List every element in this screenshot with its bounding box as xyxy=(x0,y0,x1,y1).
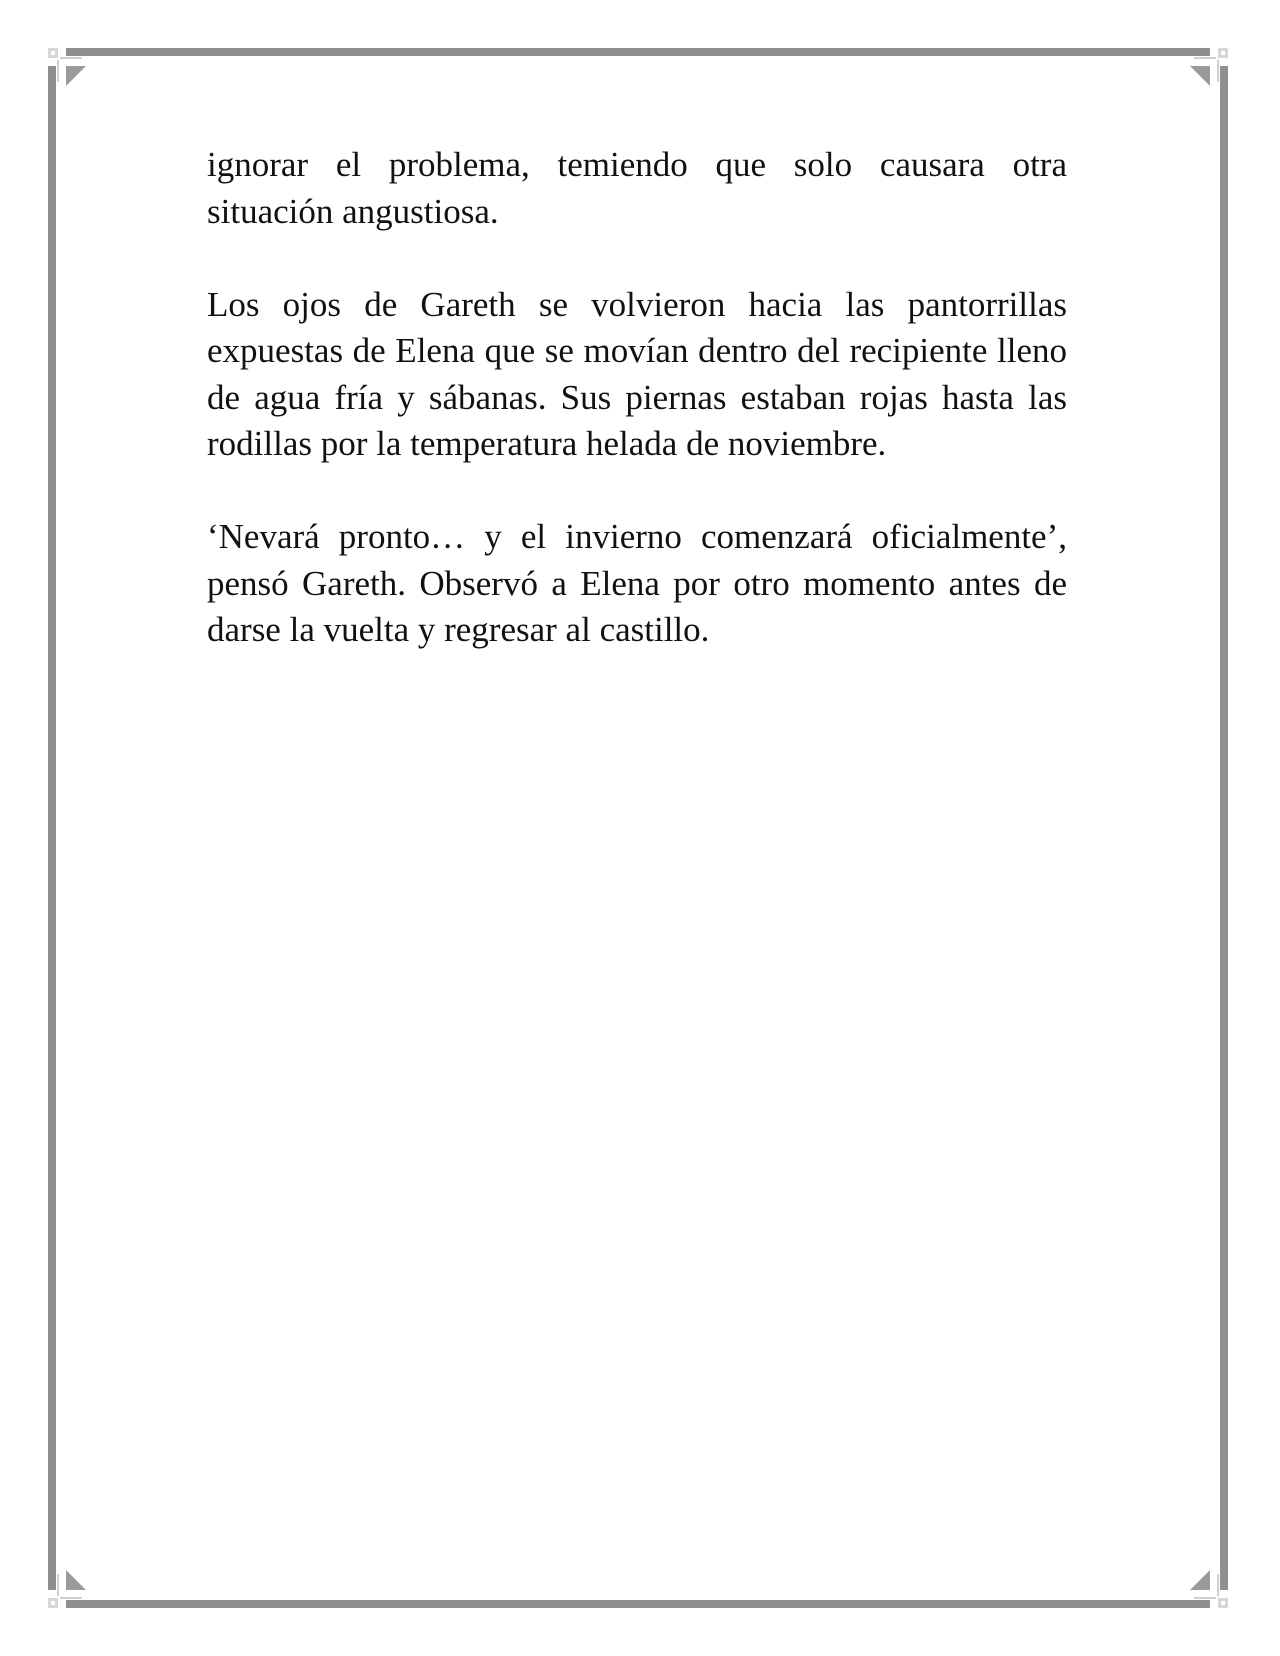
border-top xyxy=(66,48,1210,56)
border-bottom xyxy=(66,1600,1210,1608)
border-right xyxy=(1220,66,1228,1590)
page-body-text xyxy=(207,142,1067,700)
paragraph: Los ojos de Gareth se volvieron hacia las pantorrillas expuestas de Elena que se movían dentro del recipiente lleno de agua fría y sábanas. Sus piernas estaban rojas hasta las rodillas por la temperatura helada de noviembre. xyxy=(207,284,1067,463)
corner-triangle-top-right xyxy=(1190,66,1210,86)
corner-triangle-top-left xyxy=(66,66,86,86)
paragraph: ignorar el problema, temiendo que solo causara otra situación angustiosa. xyxy=(207,145,1067,231)
corner-triangle-bottom-right xyxy=(1190,1570,1210,1590)
corner-triangle-bottom-left xyxy=(66,1570,86,1590)
paragraph: ‘Nevará pronto… y el invierno comenzará oficialmente’, pensó Gareth. Observó a Elena por otro momento antes de darse la vuelta y regresar al castillo. xyxy=(207,517,1067,649)
border-left xyxy=(48,66,56,1590)
